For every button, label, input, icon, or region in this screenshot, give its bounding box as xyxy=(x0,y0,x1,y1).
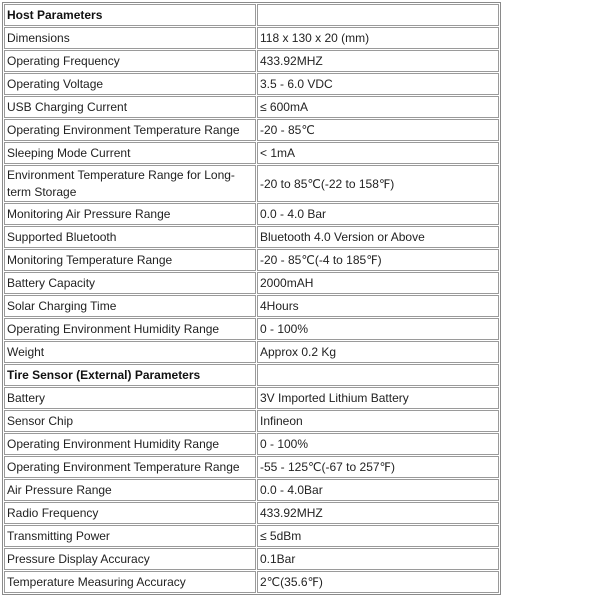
section-header-sensor xyxy=(4,364,499,386)
table-row xyxy=(4,50,499,72)
table-row xyxy=(4,548,499,570)
parameter-name: Environment Temperature Range for Long-term Storage xyxy=(4,165,256,202)
parameter-value: Bluetooth 4.0 Version or Above xyxy=(257,226,499,248)
table-row xyxy=(4,249,499,271)
table-row xyxy=(4,456,499,478)
parameter-name: Transmitting Power xyxy=(4,525,256,547)
parameter-value: 433.92MHZ xyxy=(257,502,499,524)
parameters-table xyxy=(2,2,501,595)
parameter-value: -20 - 85℃ xyxy=(257,119,499,141)
parameter-name: Supported Bluetooth xyxy=(4,226,256,248)
parameter-name: Pressure Display Accuracy xyxy=(4,548,256,570)
parameter-name: Radio Frequency xyxy=(4,502,256,524)
parameter-name: Operating Environment Temperature Range xyxy=(4,119,256,141)
parameter-value: 433.92MHZ xyxy=(257,50,499,72)
table-row xyxy=(4,341,499,363)
parameter-name: Operating Frequency xyxy=(4,50,256,72)
parameter-value: 2000mAH xyxy=(257,272,499,294)
parameter-value: < 1mA xyxy=(257,142,499,164)
parameter-value: -20 to 85℃(-22 to 158℉) xyxy=(257,165,499,202)
parameter-name: Operating Environment Humidity Range xyxy=(4,433,256,455)
parameter-value: 0.1Bar xyxy=(257,548,499,570)
parameter-name: Operating Environment Temperature Range xyxy=(4,456,256,478)
parameter-name: USB Charging Current xyxy=(4,96,256,118)
table-row xyxy=(4,203,499,225)
parameter-value: 4Hours xyxy=(257,295,499,317)
parameter-value: 118 x 130 x 20 (mm) xyxy=(257,27,499,49)
parameter-value: 0.0 - 4.0 Bar xyxy=(257,203,499,225)
table-row xyxy=(4,142,499,164)
table-row xyxy=(4,165,499,202)
section-header-host xyxy=(4,4,499,26)
table-row xyxy=(4,73,499,95)
table-row xyxy=(4,226,499,248)
parameter-value: Infineon xyxy=(257,410,499,432)
parameter-name: Air Pressure Range xyxy=(4,479,256,501)
table-row xyxy=(4,387,499,409)
parameter-value: ≤ 600mA xyxy=(257,96,499,118)
section-title: Tire Sensor (External) Parameters xyxy=(4,364,256,386)
table-row xyxy=(4,27,499,49)
section-title-blank xyxy=(257,364,499,386)
parameter-value: 0.0 - 4.0Bar xyxy=(257,479,499,501)
parameter-value: 3V Imported Lithium Battery xyxy=(257,387,499,409)
table-row xyxy=(4,119,499,141)
parameter-value: 0 - 100% xyxy=(257,433,499,455)
table-row xyxy=(4,96,499,118)
parameter-name: Dimensions xyxy=(4,27,256,49)
parameter-name: Monitoring Air Pressure Range xyxy=(4,203,256,225)
parameter-value: 2℃(35.6℉) xyxy=(257,571,499,593)
parameter-name: Solar Charging Time xyxy=(4,295,256,317)
parameter-name: Monitoring Temperature Range xyxy=(4,249,256,271)
parameter-name: Battery xyxy=(4,387,256,409)
parameter-value: 0 - 100% xyxy=(257,318,499,340)
table-row xyxy=(4,295,499,317)
table-row xyxy=(4,502,499,524)
parameter-name: Battery Capacity xyxy=(4,272,256,294)
table-row xyxy=(4,410,499,432)
table-row xyxy=(4,318,499,340)
parameter-name: Operating Environment Humidity Range xyxy=(4,318,256,340)
parameter-name: Temperature Measuring Accuracy xyxy=(4,571,256,593)
parameter-value: -55 - 125℃(-67 to 257℉) xyxy=(257,456,499,478)
section-title: Host Parameters xyxy=(4,4,256,26)
table-row xyxy=(4,571,499,593)
section-title-blank xyxy=(257,4,499,26)
parameter-value: Approx 0.2 Kg xyxy=(257,341,499,363)
parameter-value: ≤ 5dBm xyxy=(257,525,499,547)
parameter-name: Operating Voltage xyxy=(4,73,256,95)
parameter-name: Sleeping Mode Current xyxy=(4,142,256,164)
table-row xyxy=(4,433,499,455)
parameter-name: Sensor Chip xyxy=(4,410,256,432)
table-row xyxy=(4,272,499,294)
parameter-value: -20 - 85℃(-4 to 185℉) xyxy=(257,249,499,271)
table-row xyxy=(4,479,499,501)
parameter-name: Weight xyxy=(4,341,256,363)
table-row xyxy=(4,525,499,547)
parameter-value: 3.5 - 6.0 VDC xyxy=(257,73,499,95)
